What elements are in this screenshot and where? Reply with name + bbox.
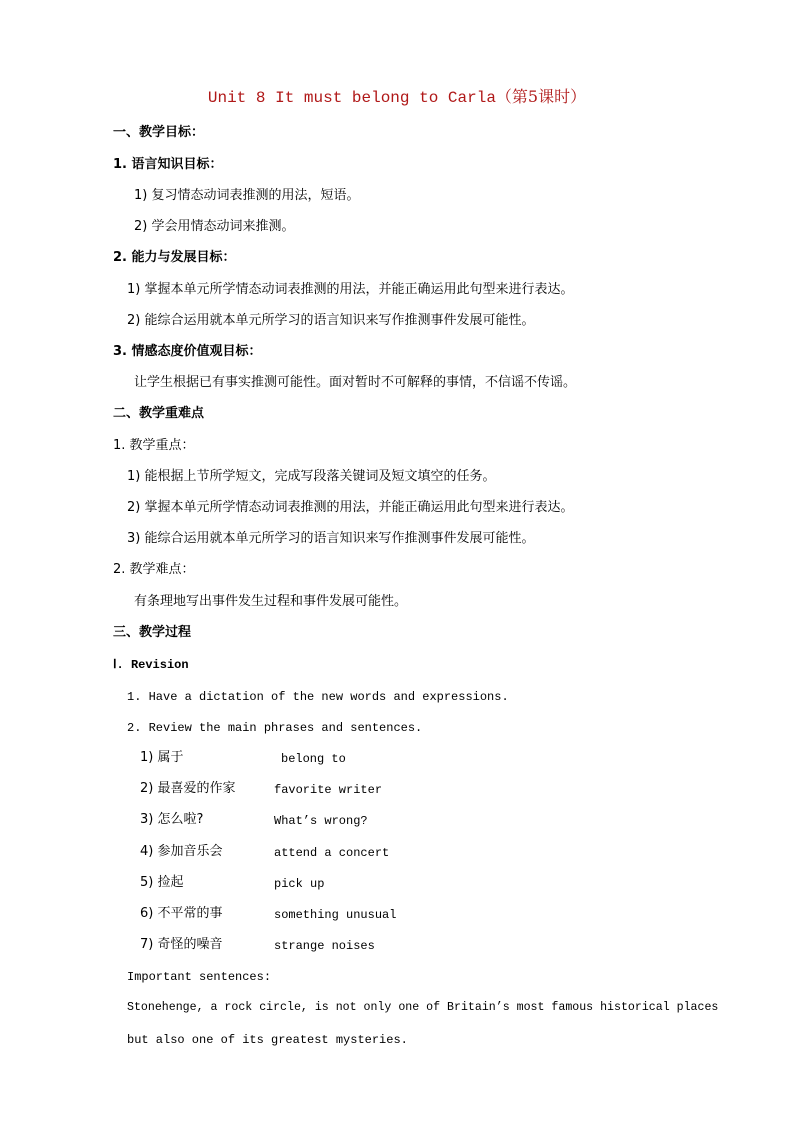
section-heading-key-points: 二、教学重难点 <box>113 406 205 421</box>
phrase-chinese: 最喜爱的作家 <box>157 781 236 796</box>
subheading-emotional-attitude: 3. 情感态度价值观目标： <box>113 344 262 359</box>
phrase-chinese: 参加音乐会 <box>157 844 223 859</box>
phrase-english: What’s wrong? <box>274 814 368 828</box>
subheading-focus: 1. 教学重点： <box>113 438 195 453</box>
phrase-chinese: 属于 <box>157 750 184 765</box>
phrase-english: attend a concert <box>274 846 390 860</box>
phrase-chinese: 捡起 <box>157 875 184 890</box>
important-sentences-label: Important sentences: <box>127 970 272 984</box>
paragraph-text: 有条理地写出事件发生过程和事件发展可能性。 <box>134 594 408 609</box>
title-chinese: （第5课时） <box>495 87 587 106</box>
phrase-number: 5) <box>140 875 154 890</box>
phrase-english: something unusual <box>274 908 397 922</box>
phrase-number: 6) <box>140 906 154 921</box>
title-english: Unit 8 It must belong to Carla <box>207 89 496 107</box>
list-item: 1) 掌握本单元所学情态动词表推测的用法，并能正确运用此句型来进行表达。 <box>127 282 574 297</box>
phrase-row <box>140 781 383 797</box>
phrase-row <box>140 937 375 953</box>
phrase-number: 7) <box>140 937 154 952</box>
list-item: 1) 复习情态动词表推测的用法，短语。 <box>134 188 360 203</box>
phrase-english: belong to <box>281 752 346 766</box>
list-item: 1) 能根据上节所学短文，完成写段落关键词及短文填空的任务。 <box>127 469 496 484</box>
phrase-row <box>140 812 368 828</box>
phrase-number: 4) <box>140 844 154 859</box>
phrase-chinese: 不平常的事 <box>157 906 223 921</box>
list-item: 2) 能综合运用就本单元所学习的语言知识来写作推测事件发展可能性。 <box>127 313 535 328</box>
phrase-chinese: 奇怪的噪音 <box>157 937 223 952</box>
sentence-text: Stonehenge, a rock circle, is not only one of Britain’s most famous historical places <box>127 1001 719 1014</box>
phrase-english: pick up <box>274 877 325 891</box>
phrase-number: 2) <box>140 781 154 796</box>
phrase-number: 1) <box>140 750 154 765</box>
step-text: 1. Have a dictation of the new words and expressions. <box>127 690 509 704</box>
phrase-english: favorite writer <box>274 783 383 797</box>
subheading-ability-development: 2. 能力与发展目标： <box>113 250 236 265</box>
phrase-number: 3) <box>140 812 154 827</box>
sentence-text: but also one of its greatest mysteries. <box>127 1033 408 1047</box>
list-item: 2) 学会用情态动词来推测。 <box>134 219 295 234</box>
subheading-language-knowledge: 1. 语言知识目标： <box>113 157 223 172</box>
subheading-difficulty: 2. 教学难点： <box>113 562 195 577</box>
phrase-row <box>140 906 397 922</box>
subheading-revision: Ⅰ. Revision <box>113 658 189 672</box>
phrase-row <box>140 750 346 766</box>
phrase-english: strange noises <box>274 939 375 953</box>
section-heading-objectives: 一、教学目标： <box>113 125 205 140</box>
page-title <box>0 87 794 108</box>
phrase-chinese: 怎么啦? <box>157 812 204 827</box>
phrase-row <box>140 875 325 891</box>
paragraph-text: 让学生根据已有事实推测可能性。面对暂时不可解释的事情，不信谣不传谣。 <box>134 375 577 390</box>
phrase-row <box>140 844 390 860</box>
step-text: 2. Review the main phrases and sentences. <box>127 721 423 735</box>
section-heading-process: 三、教学过程 <box>113 625 192 640</box>
list-item: 2) 掌握本单元所学情态动词表推测的用法，并能正确运用此句型来进行表达。 <box>127 500 574 515</box>
list-item: 3) 能综合运用就本单元所学习的语言知识来写作推测事件发展可能性。 <box>127 531 535 546</box>
